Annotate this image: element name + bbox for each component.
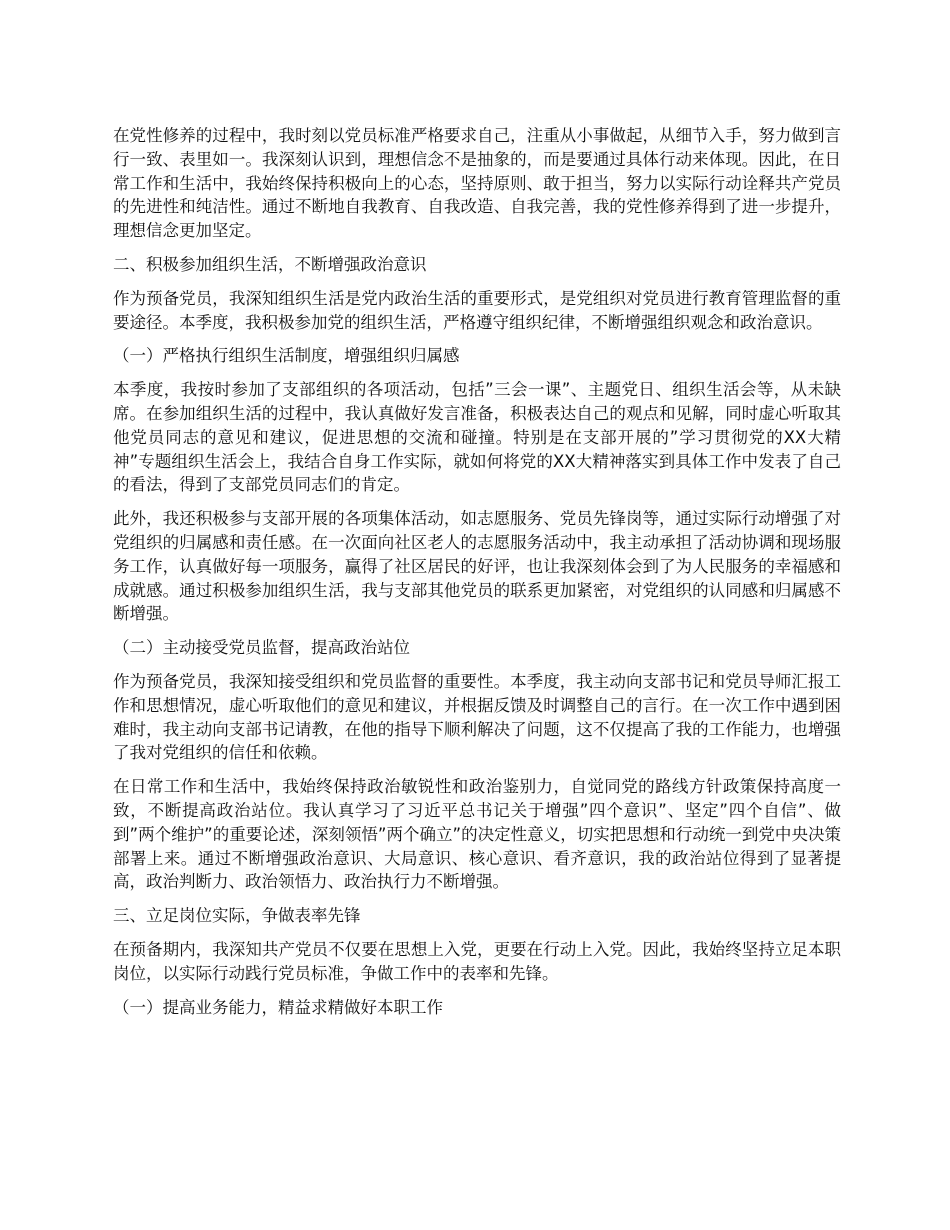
paragraph-organization-life: 作为预备党员，我深知组织生活是党内政治生活的重要形式，是党组织对党员进行教育管理监督的重要途径。本季度，我积极参加党的组织生活，严格遵守组织纪律，不断增强组织观念和政治意识。 bbox=[113, 288, 841, 332]
subsection-heading-3-1: （一）提高业务能力，精益求精做好本职工作 bbox=[113, 997, 443, 1017]
paragraph-post-practice: 在预备期内，我深知共产党员不仅要在思想上入党，更要在行动上入党。因此，我始终坚持立足本职岗位，以实际行动践行党员标准，争做工作中的表率和先锋。 bbox=[113, 939, 841, 983]
paragraph-supervision: 作为预备党员，我深知接受组织和党员监督的重要性。本季度，我主动向支部书记和党员导师汇报工作和思想情况，虚心听取他们的意见和建议，并根据反馈及时调整自己的言行。在一次工作中遇到困难时，我主动向支部书记请教，在他的指导下顺利解决了问题，这不仅提高了我的工作能力，也增强了我对党组织的信任和依赖。 bbox=[113, 671, 841, 763]
paragraph-political-stance: 在日常工作和生活中，我始终保持政治敏锐性和政治鉴别力，自觉同党的路线方针政策保持高度一致，不断提高政治站位。我认真学习了习近平总书记关于增强”四个意识”、坚定”四个自信”、做到”两个维护”的重要论述，深刻领悟”两个确立”的决定性意义，切实把思想和行动统一到党中央决策部署上来。通过不断增强政治意识、大局意识、核心意识、看齐意识，我的政治站位得到了显著提高，政治判断力、政治领悟力、政治执行力不断增强。 bbox=[113, 777, 841, 892]
section-heading-2: 二、积极参加组织生活，不断增强政治意识 bbox=[113, 254, 427, 274]
subsection-heading-2-1: （一）严格执行组织生活制度，增强组织归属感 bbox=[113, 346, 460, 366]
section-heading-3: 三、立足岗位实际，争做表率先锋 bbox=[113, 906, 361, 926]
document-body bbox=[113, 124, 841, 1029]
subsection-heading-2-2: （二）主动接受党员监督，提高政治站位 bbox=[113, 638, 410, 658]
paragraph-party-cultivation: 在党性修养的过程中，我时刻以党员标准严格要求自己，注重从小事做起，从细节入手，努力做到言行一致、表里如一。我深刻认识到，理想信念不是抽象的，而是要通过具体行动来体现。因此，在日常工作和生活中，我始终保持积极向上的心态，坚持原则、敢于担当，努力以实际行动诠释共产党员的先进性和纯洁性。通过不断地自我教育、自我改造、自我完善，我的党性修养得到了进一步提升，理想信念更加坚定。 bbox=[113, 126, 841, 241]
paragraph-volunteer: 此外，我还积极参与支部开展的各项集体活动，如志愿服务、党员先锋岗等，通过实际行动增强了对党组织的归属感和责任感。在一次面向社区老人的志愿服务活动中，我主动承担了活动协调和现场服务工作，认真做好每一项服务，赢得了社区居民的好评，也让我深刻体会到了为人民服务的幸福感和成就感。通过积极参加组织生活，我与支部其他党员的联系更加紧密，对党组织的认同感和归属感不断增强。 bbox=[113, 509, 841, 624]
paragraph-activities: 本季度，我按时参加了支部组织的各项活动，包括”三会一课”、主题党日、组织生活会等，从未缺席。在参加组织生活的过程中，我认真做好发言准备，积极表达自己的观点和见解，同时虚心听取其他党员同志的意见和建议，促进思想的交流和碰撞。特别是在支部开展的”学习贯彻党的XX大精神”专题组织生活会上，我结合自身工作实际，就如何将党的XX大精神落实到具体工作中发表了自己的看法，得到了支部党员同志们的肯定。 bbox=[113, 380, 841, 495]
